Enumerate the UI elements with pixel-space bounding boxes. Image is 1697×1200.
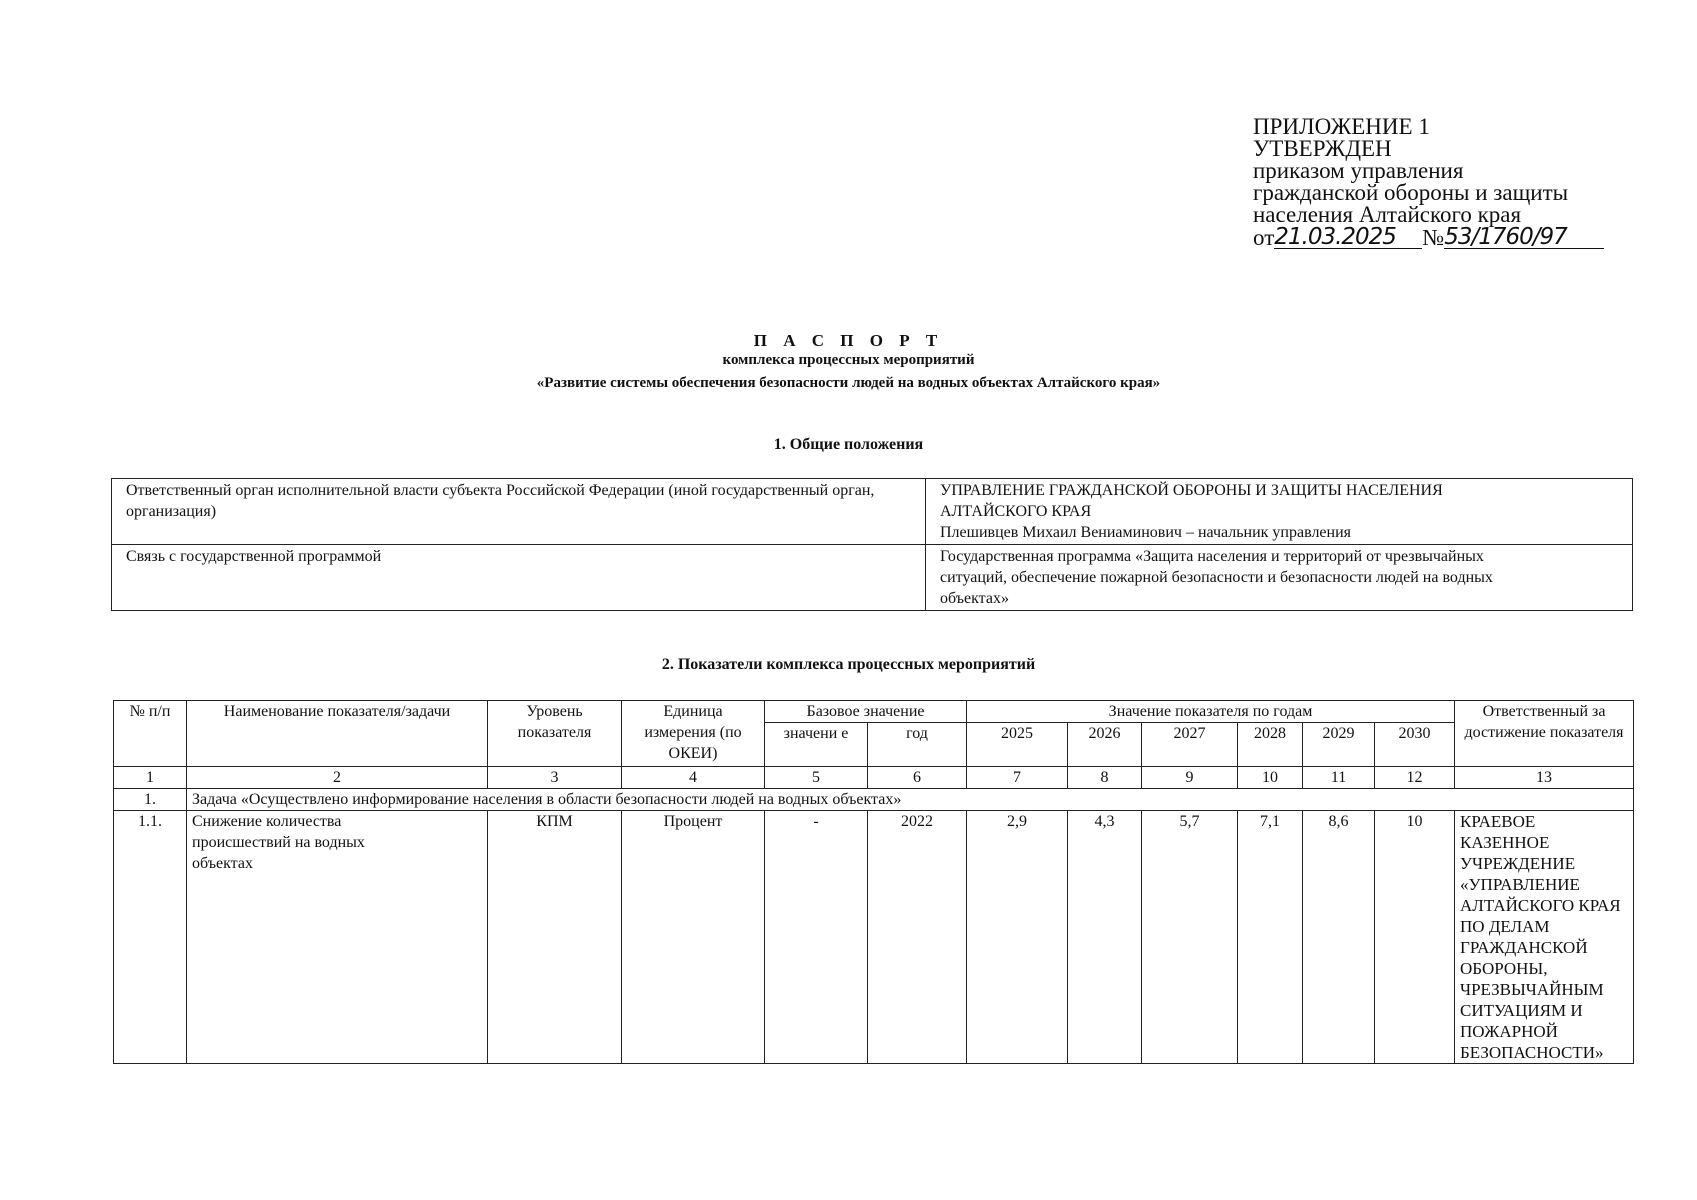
indicator-value: 10: [1375, 811, 1455, 1064]
row-label: Ответственный орган исполнительной власти субъекта Российской Федерации (иной государственный орган, организация): [112, 479, 926, 545]
column-number: 6: [868, 767, 967, 789]
header-level: Уровень показателя: [488, 701, 622, 767]
row-label: Связь с государственной программой: [112, 545, 926, 611]
header-row: [114, 701, 1634, 723]
document-subtitle-2: «Развитие системы обеспечения безопасности людей на водных объектах Алтайского края»: [536, 375, 1161, 391]
column-number: 2: [187, 767, 488, 789]
column-number: 10: [1238, 767, 1303, 789]
order-date-number: [1253, 226, 1604, 249]
column-number: 13: [1455, 767, 1634, 789]
approval-line-1: приказом управления: [1253, 158, 1464, 183]
column-number: 3: [488, 767, 622, 789]
task-number: 1.: [114, 789, 187, 811]
indicators-table: [113, 700, 1634, 1064]
task-text: Задача «Осуществлено информирование населения в области безопасности людей на водных объектах»: [187, 789, 1634, 811]
header-num: № п/п: [114, 701, 187, 767]
table-row: [114, 811, 1634, 1064]
value-line: ситуаций, обеспечение пожарной безопасности и безопасности людей на водных: [940, 569, 1493, 586]
indicator-responsible: КРАЕВОЕ КАЗЕННОЕ УЧРЕЖДЕНИЕ «УПРАВЛЕНИЕ АЛТАЙСКОГО КРАЯ ПО ДЕЛАМ ГРАЖДАНСКОЙ ОБОРОНЫ, ЧРЕЗВЫЧАЙНЫМ СИТУАЦИЯМ И ПОЖАРНОЙ БЕЗОПАСНОСТИ»: [1455, 811, 1634, 1064]
column-number: 11: [1303, 767, 1375, 789]
value-line: УПРАВЛЕНИЕ ГРАЖДАНСКОЙ ОБОРОНЫ И ЗАЩИТЫ НАСЕЛЕНИЯ: [940, 482, 1443, 499]
header-base: Базовое значение: [765, 701, 967, 723]
header-base-year: год: [868, 723, 967, 767]
column-number: 4: [622, 767, 765, 789]
indicator-value: 5,7: [1142, 811, 1238, 1064]
row-value: [926, 479, 1633, 545]
value-line: Плешивцев Михаил Вениаминович – начальник управления: [940, 524, 1352, 541]
column-number: 1: [114, 767, 187, 789]
header-year: 2030: [1375, 723, 1455, 767]
number-label: №: [1422, 225, 1445, 250]
header-year: 2025: [967, 723, 1068, 767]
approval-block: [1253, 116, 1604, 249]
header-name: Наименование показателя/задачи: [187, 701, 488, 767]
header-responsible: Ответственный за достижение показателя: [1455, 701, 1634, 767]
header-year: 2026: [1068, 723, 1142, 767]
indicator-base-year: 2022: [868, 811, 967, 1064]
approval-line-3: населения Алтайского края: [1253, 202, 1522, 227]
indicator-value: 8,6: [1303, 811, 1375, 1064]
approval-line-2: гражданской обороны и защиты: [1253, 180, 1569, 205]
section-1-heading: 1. Общие положения: [773, 436, 924, 453]
general-provisions-table: [111, 478, 1633, 611]
handwritten-number: 53/1760/97: [1444, 226, 1604, 249]
document-subtitle-1: комплекса процессных мероприятий: [722, 352, 975, 368]
column-number: 8: [1068, 767, 1142, 789]
indicator-number: 1.1.: [114, 811, 187, 1064]
indicator-value: 4,3: [1068, 811, 1142, 1064]
value-line: АЛТАЙСКОГО КРАЯ: [940, 503, 1092, 520]
header-unit: Единица измерения (по ОКЕИ): [622, 701, 765, 767]
indicator-unit: Процент: [622, 811, 765, 1064]
column-number: 9: [1142, 767, 1238, 789]
header-year: 2028: [1238, 723, 1303, 767]
handwritten-date: 21.03.2025: [1274, 226, 1422, 249]
value-line: Государственная программа «Защита населения и территорий от чрезвычайных: [940, 548, 1484, 565]
indicator-value: 2,9: [967, 811, 1068, 1064]
indicator-name: Снижение количества происшествий на водных объектах: [187, 811, 488, 1064]
table-row: [112, 479, 1633, 545]
document-title: П А С П О Р Т: [753, 331, 944, 350]
indicator-value: 7,1: [1238, 811, 1303, 1064]
header-by-years: Значение показателя по годам: [967, 701, 1455, 723]
indicator-level: КПМ: [488, 811, 622, 1064]
column-number: 7: [967, 767, 1068, 789]
indicator-base-value: -: [765, 811, 868, 1064]
section-2-heading: 2. Показатели комплекса процессных мероприятий: [661, 656, 1036, 673]
value-line: объектах»: [940, 590, 1009, 607]
header-year: 2029: [1303, 723, 1375, 767]
row-value: [926, 545, 1633, 611]
column-number: 5: [765, 767, 868, 789]
column-numbers-row: [114, 767, 1634, 789]
task-row: [114, 789, 1634, 811]
appendix-label: ПРИЛОЖЕНИЕ 1: [1253, 114, 1430, 139]
approved-label: УТВЕРЖДЕН: [1253, 136, 1392, 161]
header-base-value: значени е: [765, 723, 868, 767]
header-year: 2027: [1142, 723, 1238, 767]
column-number: 12: [1375, 767, 1455, 789]
table-row: [112, 545, 1633, 611]
from-label: от: [1253, 225, 1275, 250]
